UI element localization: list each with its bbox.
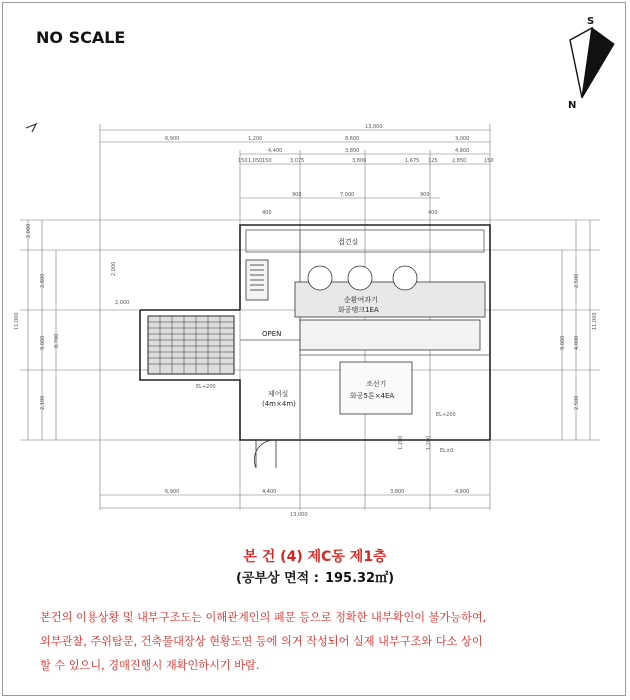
dim-top-sub-2: 3,800 — [345, 148, 360, 154]
dim-fine-8: 2,850 — [452, 158, 467, 164]
dim-fine-5: 3,800 — [352, 158, 367, 164]
compass-south-label: S — [587, 16, 595, 27]
dim-top-sub-3: 4,800 — [455, 148, 470, 154]
dim-fine-2: 1,050 — [248, 158, 263, 164]
level-label-1: EL+200 — [196, 384, 216, 390]
dim-top-total: 13,000 — [365, 124, 383, 130]
dim-left-inner: 9,000 — [40, 335, 46, 350]
equipment1-sub-label: 화공탱크1EA — [338, 306, 379, 314]
compass-north-label: N — [568, 100, 577, 110]
scale-note: NO SCALE — [36, 28, 126, 47]
dim-fine-4: 3,075 — [290, 158, 305, 164]
equipment2-sub-label: 화공5톤×4EA — [350, 392, 395, 400]
dim-left-4: 2,100 — [40, 395, 46, 410]
dim-upper-3: 900 — [420, 192, 430, 198]
dim-bottom-total: 13,000 — [290, 512, 308, 518]
room-office-size: (4m×4m) — [262, 400, 296, 408]
dim-top-2: 1,200 — [248, 136, 263, 142]
dim-bottom-1: 6,900 — [165, 489, 180, 495]
dim-upper-1: 900 — [292, 192, 302, 198]
grille-block — [148, 316, 234, 374]
dim-upper2-1: 400 — [262, 210, 272, 216]
dim-top-sub-1: 4,400 — [268, 148, 283, 154]
dim-bottom-4: 4,800 — [455, 489, 470, 495]
dim-misc-1: 2,000 — [115, 300, 130, 306]
dim-top-4: 3,000 — [455, 136, 470, 142]
floor-plan — [0, 110, 630, 530]
notice-line-3: 할 수 있으니, 경매진행시 재확인하시기 바람. — [40, 659, 260, 672]
dim-misc-2: 2,000 — [111, 261, 117, 276]
dim-fine-3: 150 — [262, 158, 272, 164]
level-label-2: EL+200 — [436, 412, 456, 418]
level-label-3: EL±0 — [440, 448, 454, 454]
room-upper-label: 접견실 — [338, 238, 359, 246]
dim-fine-1: 150 — [238, 158, 248, 164]
notice-line-1: 본건의 이용상황 및 내부구조도는 이해관계인의 폐문 등으로 정확한 내부확인이 불가능하여, — [40, 611, 487, 624]
dim-right-3: 2,500 — [574, 395, 580, 410]
dim-bottom-2: 4,400 — [262, 489, 277, 495]
marker-icon — [26, 124, 36, 132]
dim-upper2-2: 400 — [428, 210, 438, 216]
dim-right-2: 4,000 — [574, 335, 580, 350]
dim-right-total: 11,000 — [592, 312, 598, 330]
plan-title: 본 건 (4) 제C동 제1층 — [243, 549, 387, 565]
dim-left-2: 2,800 — [40, 273, 46, 288]
dim-left-1: 2,000 — [26, 223, 32, 238]
area-value: 195.32㎡) — [324, 571, 395, 586]
dim-right-1: 2,500 — [574, 273, 580, 288]
dim-upper-2: 7,000 — [340, 192, 355, 198]
disclaimer-notice — [40, 606, 600, 678]
room-open-label: OPEN — [262, 330, 282, 338]
plan-subtitle — [0, 567, 630, 586]
area-prefix: (공부상 면적 : — [235, 571, 319, 586]
notice-line-2: 외부관찰, 주위탐문, 건축물대장상 현황도면 등에 의거 작성되어 실제 내부구조와 다소 상이 — [40, 635, 483, 648]
dim-left-3: 8,700 — [54, 333, 60, 348]
room-office-label: 제어실 — [268, 390, 289, 398]
dim-misc-3: 1,200 — [398, 435, 404, 450]
equipment1-label: 순환여과기 — [344, 296, 378, 304]
equipment2-label: 조선기 — [366, 380, 387, 388]
dim-left-total: 11,000 — [14, 312, 20, 330]
dim-misc-4: 1,200 — [426, 435, 432, 450]
door-icon — [254, 440, 276, 468]
dim-top-3: 8,600 — [345, 136, 360, 142]
dim-top-1: 6,900 — [165, 136, 180, 142]
dim-fine-7: 125 — [428, 158, 438, 164]
dim-bottom-3: 3,800 — [390, 489, 405, 495]
dim-fine-6: 1,675 — [405, 158, 420, 164]
dim-fine-9: 150 — [484, 158, 494, 164]
dim-right-inner: 9,000 — [560, 335, 566, 350]
compass-icon — [562, 10, 622, 110]
